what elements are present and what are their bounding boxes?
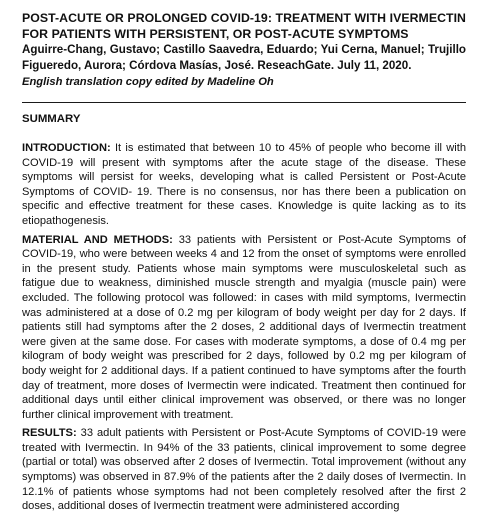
results-text: 33 adult patients with Persistent or Post-Acute Symptoms of COVID-19 were treated with Ivermectin. In 94% of the 33 patients, clinical improvement to some degree (partial or total) was observed after 2 doses of Ivermectin. Total improvement (without any symptoms) was observed in 87.9% of the patients after the 2 daily doses of Ivermectin. In 12.1% of patients whose symptoms had not been completely resolved after the first 2 doses, additional doses of Ivermectin treatment were administered according [22, 427, 466, 513]
introduction-text: It is estimated that between 10 to 45% of people who become ill with COVID-19 will present with symptoms after the acute stage of the disease. These symptoms will persist for weeks, developing what is called Persistent or Post-Acute Symptoms of COVID- 19. There is no consensus, nor has there been a publication on specific and effective treatment for these cases. Knowledge is quite lacking as to its etiopathogenesis. [22, 142, 466, 227]
translation-editor-note: English translation copy edited by Madeline Oh [22, 76, 274, 88]
author-list: Aguirre-Chang, Gustavo; Castillo Saavedra, Eduardo; Yui Cerna, Manuel; Trujillo Figueredo, Aurora; Córdova Masías, José. ReseachGate. July 11, 2020. [22, 43, 466, 72]
methods-paragraph [22, 233, 466, 423]
methods-text: 33 patients with Persistent or Post-Acute Symptoms of COVID-19, who were between weeks 4 and 12 from the onset of symptoms were enrolled in the present study. Patients whose main symptoms were musculoskeletal such as fatigue due to weakness, diminished muscle strength and myalgia (muscle pain) were excluded. The following protocol was followed: in cases with mild symptoms, Ivermectin was administered at a dose of 0.2 mg per kilogram of body weight per day for 2 days. If patients still had symptoms after the 2 doses, 2 additional days of Ivermectin treatment were given at the same dose. For cases with moderate symptoms, a dose of 0.4 mg per kilogram of body weight was prescribed for 2 days, followed by 0.2 mg per kilogram of body weight for 2 additional days. If a patient continued to have symptoms after the fourth day of treatment, more doses of Ivermectin were indicated. Treatment then continued for additional days until either clinical improvement was observed, or there was no longer further clinical improvement with treatment. [22, 233, 466, 421]
introduction-label: INTRODUCTION: [22, 142, 111, 154]
results-label: RESULTS: [22, 427, 77, 440]
introduction-paragraph [22, 141, 466, 229]
methods-label: MATERIAL AND METHODS: [22, 233, 173, 246]
summary-heading: SUMMARY [22, 113, 81, 125]
results-paragraph [22, 426, 466, 514]
document-page [22, 10, 466, 518]
paper-title: POST-ACUTE OR PROLONGED COVID-19: TREATMENT WITH IVERMECTIN FOR PATIENTS WITH PERSISTENT, OR POST-ACUTE SYMPTOMS [22, 11, 466, 41]
section-divider [22, 102, 466, 103]
